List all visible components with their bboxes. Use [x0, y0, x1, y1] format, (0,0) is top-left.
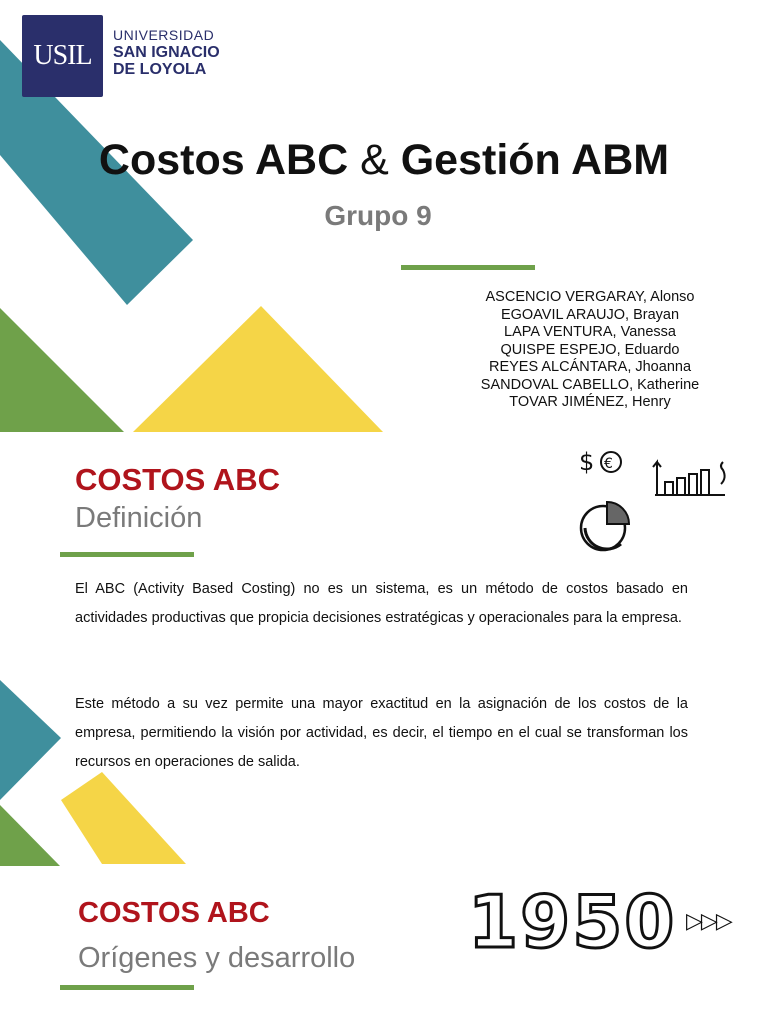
- pie-chart-icon: [581, 502, 629, 550]
- logo-line-3: DE LOYOLA: [113, 61, 207, 78]
- logo-line-1: UNIVERSIDAD: [113, 27, 215, 43]
- euro-coin-icon: [601, 452, 621, 472]
- title-ampersand: &: [360, 136, 389, 184]
- year-1950-sketch: 1950: [468, 880, 677, 964]
- member-name: TOVAR JIMÉNEZ, Henry: [509, 394, 671, 410]
- green-triangle-mid: [0, 805, 60, 866]
- yellow-band-mid: [61, 772, 186, 864]
- finance-sketch-illustration: [555, 440, 745, 560]
- teal-arrow-mid: [0, 680, 61, 800]
- svg-text:€: €: [604, 456, 613, 472]
- play-arrows-icon: ▷▷▷: [686, 908, 731, 933]
- member-name: EGOAVIL ARAUJO, Brayan: [500, 306, 680, 323]
- title-divider: [401, 265, 535, 270]
- green-triangle-top: [0, 308, 124, 432]
- section2-subheading: Orígenes y desarrollo: [78, 942, 356, 974]
- title-part-2: Gestión ABM: [400, 136, 670, 184]
- title-part-1: Costos ABC: [98, 136, 349, 184]
- dollar-icon: $: [579, 448, 595, 476]
- university-logo: [22, 15, 103, 97]
- logo-mark: USIL: [33, 40, 92, 71]
- document-title: [0, 136, 768, 185]
- logo-line-2: SAN IGNACIO: [113, 44, 220, 61]
- section2-heading: COSTOS ABC: [78, 897, 270, 929]
- member-name: SANDOVAL CABELLO, Katherine: [480, 376, 700, 393]
- group-subtitle: Grupo 9: [324, 200, 432, 231]
- section1-heading: COSTOS ABC: [75, 462, 280, 497]
- section1-divider: [60, 552, 194, 557]
- member-name: LAPA VENTURA, Vanessa: [504, 324, 676, 340]
- members-list: [440, 289, 740, 412]
- section1-subheading: Definición: [75, 502, 203, 534]
- section1-paragraph-1: El ABC (Activity Based Costing) no es un sistema, es un método de costos basado en actividades productivas que propicia decisiones estratégicas y operacionales para la empresa.: [75, 581, 688, 626]
- member-name: QUISPE ESPEJO, Eduardo: [500, 341, 680, 358]
- section2-divider: [60, 985, 194, 990]
- section1-paragraph-2: Este método a su vez permite una mayor exactitud en la asignación de los costos de la empresa, permitiendo la visión por actividad, es decir, el tiempo en el cual se transforman los recursos en operaciones de salida.: [75, 696, 688, 770]
- member-name: REYES ALCÁNTARA, Jhoanna: [488, 359, 692, 375]
- yellow-triangle-top: [133, 306, 383, 432]
- bar-chart-icon: [653, 462, 725, 495]
- member-name: ASCENCIO VERGARAY, Alonso: [485, 289, 695, 305]
- university-name: [113, 27, 220, 78]
